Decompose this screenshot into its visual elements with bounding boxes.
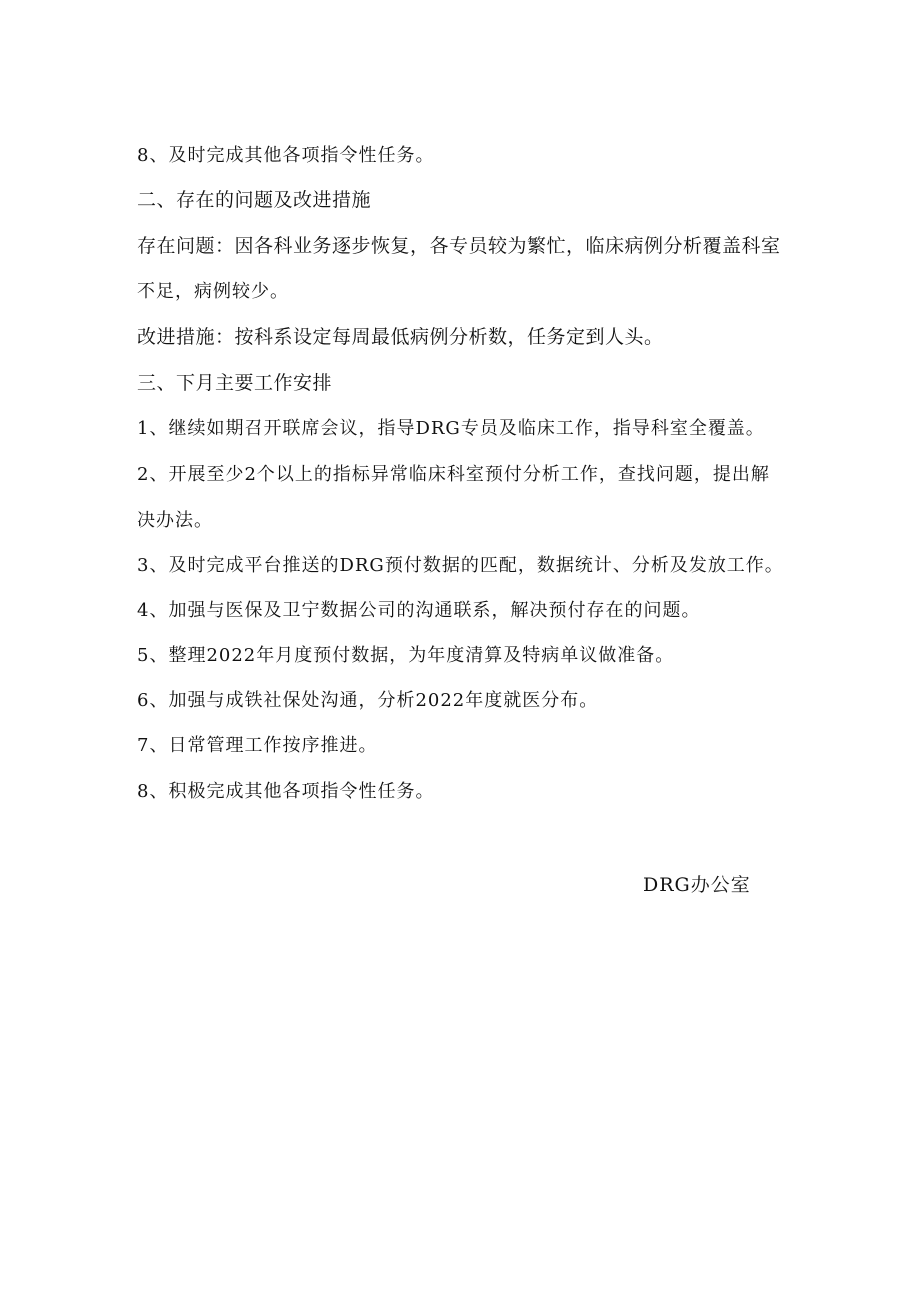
section-heading-next-month: 三、下月主要工作安排 [137, 372, 333, 394]
list-item-2: 2、开展至少2个以上的指标异常临床科室预付分析工作，查找问题，提出解 [137, 464, 770, 485]
text-line-problems-2: 不足，病例较少。 [137, 281, 289, 302]
list-item-2-continued: 决办法。 [137, 510, 213, 531]
text-line-problems-1: 存在问题：因各科业务逐步恢复，各专员较为繁忙，临床病例分析覆盖科室 [137, 235, 781, 257]
text-line-prev-item-8: 8、及时完成其他各项指令性任务。 [137, 145, 435, 166]
text-line-measures: 改进措施：按科系设定每周最低病例分析数，任务定到人头。 [137, 326, 664, 348]
list-item-8: 8、积极完成其他各项指令性任务。 [137, 781, 435, 802]
list-item-1: 1、继续如期召开联席会议，指导DRG专员及临床工作，指导科室全覆盖。 [137, 418, 765, 439]
list-item-4: 4、加强与医保及卫宁数据公司的沟通联系，解决预付存在的问题。 [137, 600, 701, 621]
list-item-3: 3、及时完成平台推送的DRG预付数据的匹配，数据统计、分析及发放工作。 [137, 555, 784, 576]
signature-office: DRG办公室 [643, 874, 751, 896]
list-item-7: 7、日常管理工作按序推进。 [137, 735, 378, 756]
section-heading-problems: 二、存在的问题及改进措施 [137, 189, 372, 211]
list-item-5: 5、整理2022年月度预付数据，为年度清算及特病单议做准备。 [137, 645, 675, 666]
list-item-6: 6、加强与成铁社保处沟通，分析2022年度就医分布。 [137, 690, 599, 711]
